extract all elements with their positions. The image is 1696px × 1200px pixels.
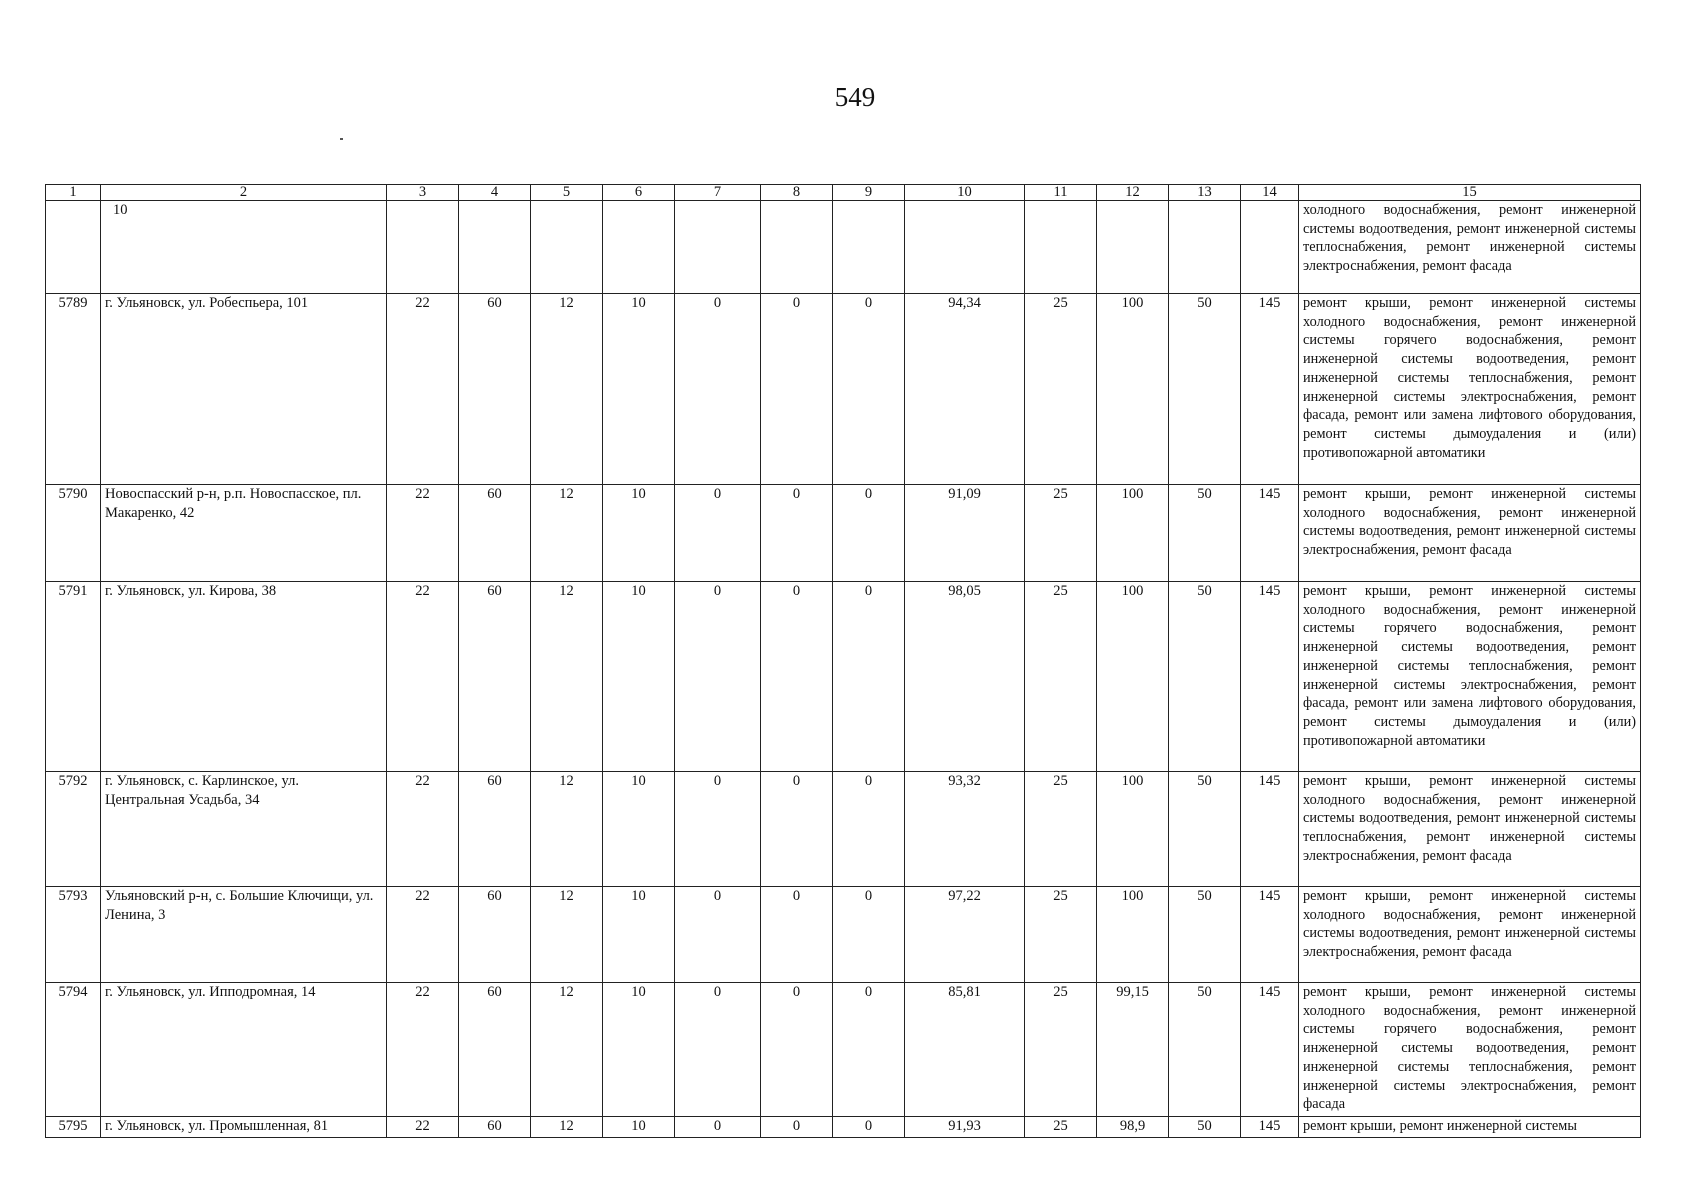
value-cell: [1097, 201, 1169, 294]
value-cell: 0: [675, 887, 761, 983]
value-cell: 10: [603, 485, 675, 582]
value-cell: 25: [1025, 887, 1097, 983]
value-cell: 100: [1097, 294, 1169, 485]
address-cell: г. Ульяновск, ул. Робеспьера, 101: [101, 294, 387, 485]
value-cell: 50: [1169, 983, 1241, 1117]
address-cell: г. Ульяновск, ул. Ипподромная, 14: [101, 983, 387, 1117]
address-cell: Новоспасский р-н, р.п. Новоспасское, пл. Макаренко, 42: [101, 485, 387, 582]
table-row: [46, 887, 1641, 983]
row-number: 5795: [46, 1117, 101, 1138]
header-cell: 15: [1299, 185, 1641, 201]
value-cell: 50: [1169, 887, 1241, 983]
address-cell: г. Ульяновск, ул. Кирова, 38: [101, 582, 387, 772]
value-cell: 25: [1025, 772, 1097, 887]
value-cell: [387, 201, 459, 294]
value-cell: 0: [675, 983, 761, 1117]
value-cell: 22: [387, 485, 459, 582]
repair-works-cell: ремонт крыши, ремонт инженерной системы: [1299, 1117, 1641, 1138]
header-cell: 9: [833, 185, 905, 201]
header-cell: 12: [1097, 185, 1169, 201]
value-cell: 50: [1169, 485, 1241, 582]
header-cell: 5: [531, 185, 603, 201]
header-cell: 13: [1169, 185, 1241, 201]
header-cell: 2: [101, 185, 387, 201]
value-cell: 94,34: [905, 294, 1025, 485]
value-cell: 60: [459, 485, 531, 582]
value-cell: 60: [459, 772, 531, 887]
value-cell: 22: [387, 772, 459, 887]
value-cell: [1169, 201, 1241, 294]
address-cell: г. Ульяновск, с. Карлинское, ул. Центральная Усадьба, 34: [101, 772, 387, 887]
value-cell: 97,22: [905, 887, 1025, 983]
value-cell: 60: [459, 887, 531, 983]
value-cell: [1241, 201, 1299, 294]
value-cell: [905, 201, 1025, 294]
repair-works-cell: холодного водоснабжения, ремонт инженерной системы водоотведения, ремонт инженерной системы теплоснабжения, ремонт инженерной системы электроснабжения, ремонт фасада: [1299, 201, 1641, 294]
repair-works-cell: ремонт крыши, ремонт инженерной системы холодного водоснабжения, ремонт инженерной системы горячего водоснабжения, ремонт инженерной системы водоотведения, ремонт инженерной системы теплоснабжения, ремонт инженерной системы электроснабжения, ремонт фасада, ремонт или замена лифтового оборудования, ремонт системы дымоудаления и (или) противопожарной автоматики: [1299, 582, 1641, 772]
value-cell: 60: [459, 983, 531, 1117]
value-cell: 100: [1097, 485, 1169, 582]
header-cell: 1: [46, 185, 101, 201]
header-cell: 14: [1241, 185, 1299, 201]
repair-works-cell: ремонт крыши, ремонт инженерной системы холодного водоснабжения, ремонт инженерной системы горячего водоснабжения, ремонт инженерной системы водоотведения, ремонт инженерной системы теплоснабжения, ремонт инженерной системы электроснабжения, ремонт фасада: [1299, 983, 1641, 1117]
value-cell: 12: [531, 772, 603, 887]
value-cell: 50: [1169, 1117, 1241, 1138]
value-cell: 60: [459, 294, 531, 485]
value-cell: 10: [603, 887, 675, 983]
value-cell: 12: [531, 582, 603, 772]
value-cell: 12: [531, 1117, 603, 1138]
row-number: 5791: [46, 582, 101, 772]
header-cell: 3: [387, 185, 459, 201]
value-cell: [459, 201, 531, 294]
repair-works-cell: ремонт крыши, ремонт инженерной системы холодного водоснабжения, ремонт инженерной системы водоотведения, ремонт инженерной системы электроснабжения, ремонт фасада: [1299, 485, 1641, 582]
value-cell: 50: [1169, 582, 1241, 772]
value-cell: 85,81: [905, 983, 1025, 1117]
value-cell: 98,9: [1097, 1117, 1169, 1138]
value-cell: 0: [675, 772, 761, 887]
row-number: 5793: [46, 887, 101, 983]
value-cell: 0: [761, 485, 833, 582]
value-cell: 0: [761, 983, 833, 1117]
value-cell: 145: [1241, 772, 1299, 887]
value-cell: [603, 201, 675, 294]
value-cell: 0: [675, 485, 761, 582]
value-cell: 99,15: [1097, 983, 1169, 1117]
value-cell: 0: [761, 887, 833, 983]
address-cell: 10: [101, 201, 387, 294]
value-cell: 25: [1025, 582, 1097, 772]
repair-works-cell: ремонт крыши, ремонт инженерной системы холодного водоснабжения, ремонт инженерной системы водоотведения, ремонт инженерной системы электроснабжения, ремонт фасада: [1299, 887, 1641, 983]
value-cell: 0: [833, 887, 905, 983]
row-number: [46, 201, 101, 294]
value-cell: 0: [833, 772, 905, 887]
value-cell: 0: [675, 1117, 761, 1138]
value-cell: 22: [387, 582, 459, 772]
table-row: [46, 983, 1641, 1117]
value-cell: 10: [603, 772, 675, 887]
value-cell: 0: [833, 582, 905, 772]
value-cell: 0: [833, 983, 905, 1117]
value-cell: 145: [1241, 294, 1299, 485]
table-row: [46, 772, 1641, 887]
value-cell: 10: [603, 582, 675, 772]
value-cell: 12: [531, 485, 603, 582]
header-cell: 8: [761, 185, 833, 201]
value-cell: 22: [387, 294, 459, 485]
value-cell: 22: [387, 1117, 459, 1138]
value-cell: [1025, 201, 1097, 294]
value-cell: 0: [833, 294, 905, 485]
value-cell: 22: [387, 887, 459, 983]
value-cell: 145: [1241, 1117, 1299, 1138]
value-cell: 25: [1025, 1117, 1097, 1138]
table-row: [46, 485, 1641, 582]
value-cell: 145: [1241, 485, 1299, 582]
value-cell: 0: [761, 772, 833, 887]
value-cell: 25: [1025, 983, 1097, 1117]
value-cell: 10: [603, 983, 675, 1117]
value-cell: 91,09: [905, 485, 1025, 582]
value-cell: 60: [459, 582, 531, 772]
value-cell: [531, 201, 603, 294]
value-cell: 25: [1025, 294, 1097, 485]
header-cell: 7: [675, 185, 761, 201]
value-cell: 12: [531, 294, 603, 485]
value-cell: 10: [603, 1117, 675, 1138]
page-number: 549: [834, 82, 876, 112]
value-cell: 145: [1241, 582, 1299, 772]
row-number: 5792: [46, 772, 101, 887]
table-row: [46, 201, 1641, 294]
value-cell: 25: [1025, 485, 1097, 582]
address-cell: Ульяновский р-н, с. Большие Ключищи, ул. Ленина, 3: [101, 887, 387, 983]
capital-repair-table: [45, 184, 1641, 1138]
value-cell: 100: [1097, 582, 1169, 772]
value-cell: 91,93: [905, 1117, 1025, 1138]
value-cell: 0: [833, 485, 905, 582]
value-cell: 145: [1241, 983, 1299, 1117]
header-cell: 10: [905, 185, 1025, 201]
value-cell: [675, 201, 761, 294]
repair-works-cell: ремонт крыши, ремонт инженерной системы холодного водоснабжения, ремонт инженерной системы горячего водоснабжения, ремонт инженерной системы водоотведения, ремонт инженерной системы теплоснабжения, ремонт инженерной системы электроснабжения, ремонт фасада, ремонт или замена лифтового оборудования, ремонт системы дымоудаления и (или) противопожарной автоматики: [1299, 294, 1641, 485]
value-cell: 12: [531, 983, 603, 1117]
value-cell: [761, 201, 833, 294]
scan-speck: [340, 138, 343, 140]
value-cell: 22: [387, 983, 459, 1117]
repair-works-cell: ремонт крыши, ремонт инженерной системы холодного водоснабжения, ремонт инженерной системы водоотведения, ремонт инженерной системы теплоснабжения, ремонт инженерной системы электроснабжения, ремонт фасада: [1299, 772, 1641, 887]
value-cell: 0: [761, 582, 833, 772]
address-cell: г. Ульяновск, ул. Промышленная, 81: [101, 1117, 387, 1138]
row-number: 5790: [46, 485, 101, 582]
value-cell: 60: [459, 1117, 531, 1138]
value-cell: 100: [1097, 772, 1169, 887]
table-row: [46, 582, 1641, 772]
value-cell: [833, 201, 905, 294]
row-number: 5794: [46, 983, 101, 1117]
value-cell: 50: [1169, 772, 1241, 887]
table-row: [46, 294, 1641, 485]
header-cell: 11: [1025, 185, 1097, 201]
value-cell: 0: [833, 1117, 905, 1138]
value-cell: 98,05: [905, 582, 1025, 772]
value-cell: 0: [761, 294, 833, 485]
value-cell: 0: [675, 582, 761, 772]
table-row: [46, 1117, 1641, 1138]
header-cell: 4: [459, 185, 531, 201]
column-number-header: [46, 185, 1641, 201]
value-cell: 10: [603, 294, 675, 485]
value-cell: 50: [1169, 294, 1241, 485]
value-cell: 145: [1241, 887, 1299, 983]
value-cell: 0: [675, 294, 761, 485]
value-cell: 100: [1097, 887, 1169, 983]
row-number: 5789: [46, 294, 101, 485]
header-cell: 6: [603, 185, 675, 201]
value-cell: 0: [761, 1117, 833, 1138]
value-cell: 12: [531, 887, 603, 983]
value-cell: 93,32: [905, 772, 1025, 887]
